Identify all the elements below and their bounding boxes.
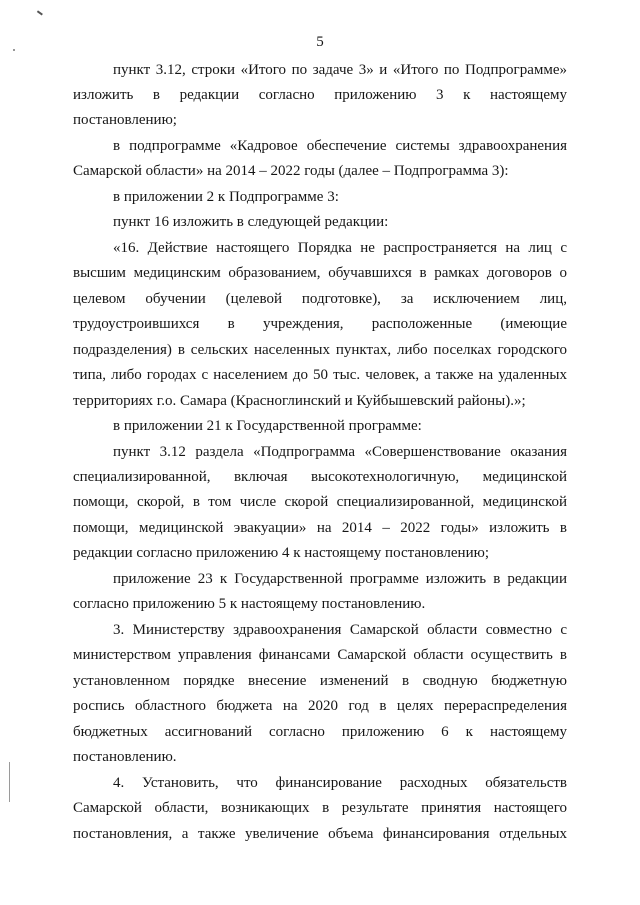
- text-line: в приложении 21 к Государственной программе:: [113, 418, 422, 435]
- text-line: в подпрограмме «Кадровое обеспечение системы здравоохранения: [113, 137, 567, 154]
- text-line: помощи, скорой, в том числе скорой специализированной, медицинской: [73, 494, 567, 511]
- text-line: установленном порядке внесение изменений в сводную бюджетную: [73, 672, 567, 689]
- text-line: 4. Установить, что финансирование расходных обязательств: [113, 774, 567, 791]
- text-line: пункт 3.12 раздела «Подпрограмма «Совершенствование оказания: [113, 443, 567, 460]
- scan-artifact-mark: [37, 10, 43, 15]
- text-line: «16. Действие настоящего Порядка не распространяется на лиц с: [113, 239, 567, 256]
- text-line: постановлению.: [73, 749, 177, 766]
- text-line: роспись областного бюджета на 2020 год в целях перераспределения: [73, 698, 567, 715]
- text-line: пункт 16 изложить в следующей редакции:: [113, 214, 389, 231]
- text-line: целевом обучении (целевой подготовке), за исключением лиц,: [73, 290, 567, 307]
- paragraph-5: [73, 236, 567, 414]
- document-body: [73, 58, 567, 848]
- text-line: трудоустроившихся в учреждения, расположенные (имеющие: [73, 316, 567, 333]
- text-line: Самарской области» на 2014 – 2022 годы (далее – Подпрограмма 3):: [73, 163, 509, 180]
- text-line: помощи, медицинской эвакуации» на 2014 – 2022 годы» изложить в: [73, 519, 567, 536]
- text-line: изложить в редакции согласно приложению 3 к настоящему: [73, 86, 567, 103]
- paragraph-6: [73, 414, 567, 439]
- text-line: приложение 23 к Государственной программе изложить в редакции: [113, 570, 567, 587]
- text-line: согласно приложению 5 к настоящему постановлению.: [73, 596, 426, 613]
- text-line: территориях г.о. Самара (Красноглинский и Куйбышевский районы).»;: [73, 392, 526, 409]
- text-line: типа, либо городах с населением до 50 тыс. человек, а также на удаленных: [73, 367, 567, 384]
- paragraph-1: [73, 58, 567, 134]
- text-line: министерством управления финансами Самарской области осуществить в: [73, 647, 567, 664]
- text-line: специализированной, включая высокотехнологичную, медицинской: [73, 469, 567, 485]
- text-line: Самарской области, возникающих в результате принятия настоящего: [73, 800, 567, 817]
- text-line: постановлению;: [73, 112, 177, 129]
- paragraph-7: [73, 440, 567, 567]
- text-line: бюджетных ассигнований согласно приложению 6 к настоящему: [73, 723, 567, 740]
- text-line: в приложении 2 к Подпрограмме 3:: [113, 188, 339, 205]
- text-line: подразделения) в сельских населенных пунктах, либо поселках городского: [73, 341, 567, 358]
- paragraph-2: [73, 134, 567, 185]
- text-line: 3. Министерству здравоохранения Самарской области совместно с: [113, 621, 567, 638]
- paragraph-9: [73, 618, 567, 771]
- text-line: постановления, а также увеличение объема финансирования отдельных: [73, 825, 567, 842]
- scan-artifact-edge-line: [9, 762, 10, 802]
- paragraph-3: [73, 185, 567, 210]
- text-line: редакции согласно приложению 4 к настоящему постановлению;: [73, 545, 489, 562]
- paragraph-8: [73, 567, 567, 618]
- text-line: пункт 3.12, строки «Итого по задаче 3» и «Итого по Подпрограмме»: [113, 61, 567, 78]
- paragraph-4: [73, 210, 567, 235]
- page-number: 5: [316, 34, 324, 50]
- paragraph-10: [73, 771, 567, 847]
- text-line: высшим медицинским образованием, обучавшихся в рамках договоров о: [73, 265, 567, 282]
